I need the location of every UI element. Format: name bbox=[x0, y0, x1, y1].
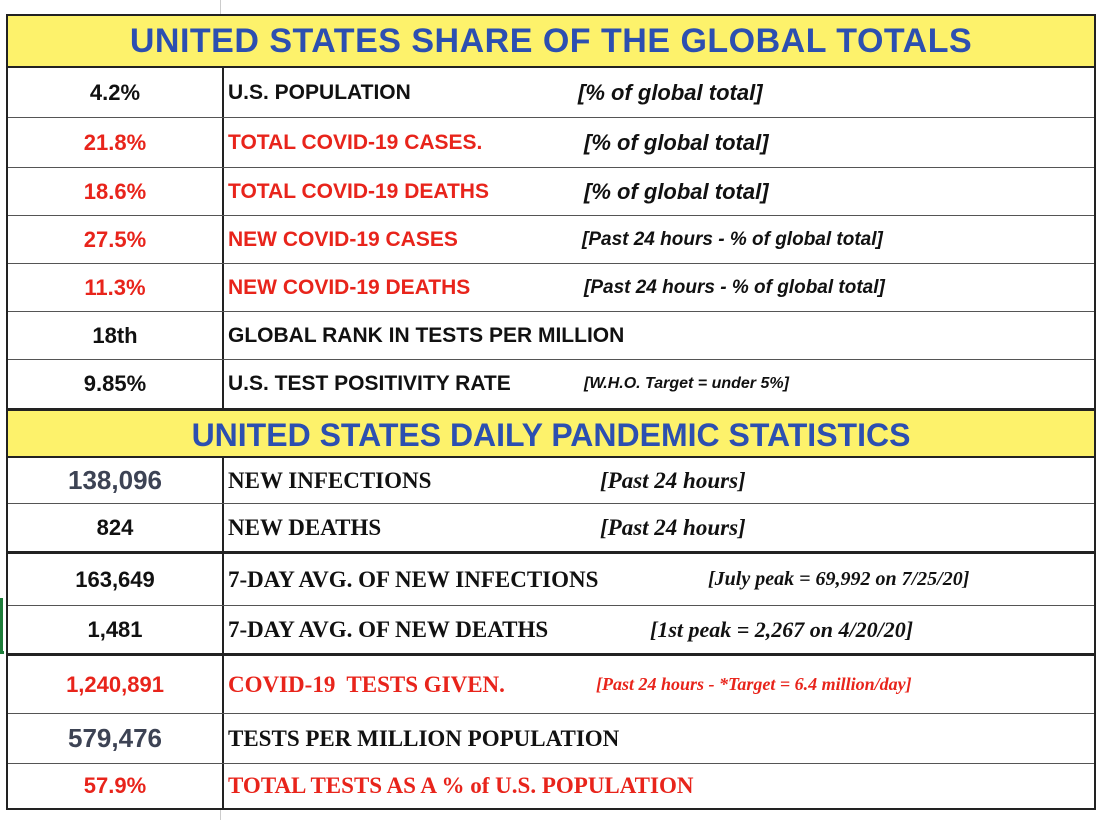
daily-note: [Past 24 hours] bbox=[600, 467, 746, 493]
share-value: 18th bbox=[8, 312, 224, 359]
share-banner: UNITED STATES SHARE OF THE GLOBAL TOTALS bbox=[8, 16, 1094, 68]
share-note: [% of global total] bbox=[584, 129, 769, 155]
share-value: 11.3% bbox=[8, 264, 224, 311]
daily-label: TESTS PER MILLION POPULATION bbox=[228, 725, 620, 751]
share-label: NEW COVID-19 CASES bbox=[228, 227, 458, 251]
share-row-total-cases bbox=[8, 118, 1094, 168]
daily-row-tests-percent bbox=[8, 764, 1094, 808]
daily-row-avg-deaths bbox=[8, 606, 1094, 656]
daily-row-new-deaths bbox=[8, 504, 1094, 554]
share-label: TOTAL COVID-19 CASES. bbox=[228, 130, 483, 154]
share-note: [% of global total] bbox=[578, 79, 763, 105]
share-row-positivity bbox=[8, 360, 1094, 408]
cell-selection-marker bbox=[0, 598, 4, 654]
share-note: [W.H.O. Target = under 5%] bbox=[584, 375, 789, 392]
share-note: [Past 24 hours - % of global total] bbox=[582, 228, 883, 250]
statistics-sheet bbox=[6, 14, 1096, 810]
daily-row-new-infections bbox=[8, 458, 1094, 504]
daily-note: [Past 24 hours] bbox=[600, 514, 746, 540]
share-label: U.S. POPULATION bbox=[228, 80, 411, 104]
share-note: [Past 24 hours - % of global total] bbox=[584, 276, 885, 298]
daily-label: COVID-19 TESTS GIVEN. bbox=[228, 671, 505, 697]
daily-banner: UNITED STATES DAILY PANDEMIC STATISTICS bbox=[8, 408, 1094, 458]
share-label: GLOBAL RANK IN TESTS PER MILLION bbox=[228, 323, 625, 347]
daily-row-avg-infections bbox=[8, 554, 1094, 606]
share-value: 4.2% bbox=[8, 68, 224, 117]
share-label: TOTAL COVID-19 DEATHS bbox=[228, 179, 489, 203]
share-label: U.S. TEST POSITIVITY RATE bbox=[228, 372, 511, 395]
daily-label: 7-DAY AVG. OF NEW INFECTIONS bbox=[228, 566, 599, 592]
daily-value: 1,481 bbox=[8, 606, 224, 653]
share-value: 21.8% bbox=[8, 118, 224, 167]
daily-value: 138,096 bbox=[8, 458, 224, 503]
daily-note: [1st peak = 2,267 on 4/20/20] bbox=[650, 616, 914, 642]
share-row-total-deaths bbox=[8, 168, 1094, 216]
share-value: 27.5% bbox=[8, 216, 224, 263]
daily-value: 1,240,891 bbox=[8, 656, 224, 713]
share-label: NEW COVID-19 DEATHS bbox=[228, 275, 471, 299]
share-row-population bbox=[8, 68, 1094, 118]
share-row-test-rank bbox=[8, 312, 1094, 360]
daily-value: 57.9% bbox=[8, 764, 224, 808]
daily-label: NEW DEATHS bbox=[228, 514, 382, 540]
daily-value: 579,476 bbox=[8, 714, 224, 763]
daily-note: [July peak = 69,992 on 7/25/20] bbox=[708, 568, 970, 590]
daily-value: 824 bbox=[8, 504, 224, 551]
daily-row-tests-given bbox=[8, 656, 1094, 714]
daily-note: [Past 24 hours - *Target = 6.4 million/day] bbox=[596, 674, 912, 694]
share-row-new-deaths bbox=[8, 264, 1094, 312]
share-row-new-cases bbox=[8, 216, 1094, 264]
daily-label: NEW INFECTIONS bbox=[228, 467, 432, 493]
daily-label: 7-DAY AVG. OF NEW DEATHS bbox=[228, 616, 549, 642]
daily-value: 163,649 bbox=[8, 554, 224, 605]
share-note: [% of global total] bbox=[584, 178, 769, 204]
share-value: 18.6% bbox=[8, 168, 224, 215]
share-value: 9.85% bbox=[8, 360, 224, 408]
daily-label: TOTAL TESTS AS A % of U.S. POPULATION bbox=[228, 773, 694, 798]
daily-row-tests-per-million bbox=[8, 714, 1094, 764]
